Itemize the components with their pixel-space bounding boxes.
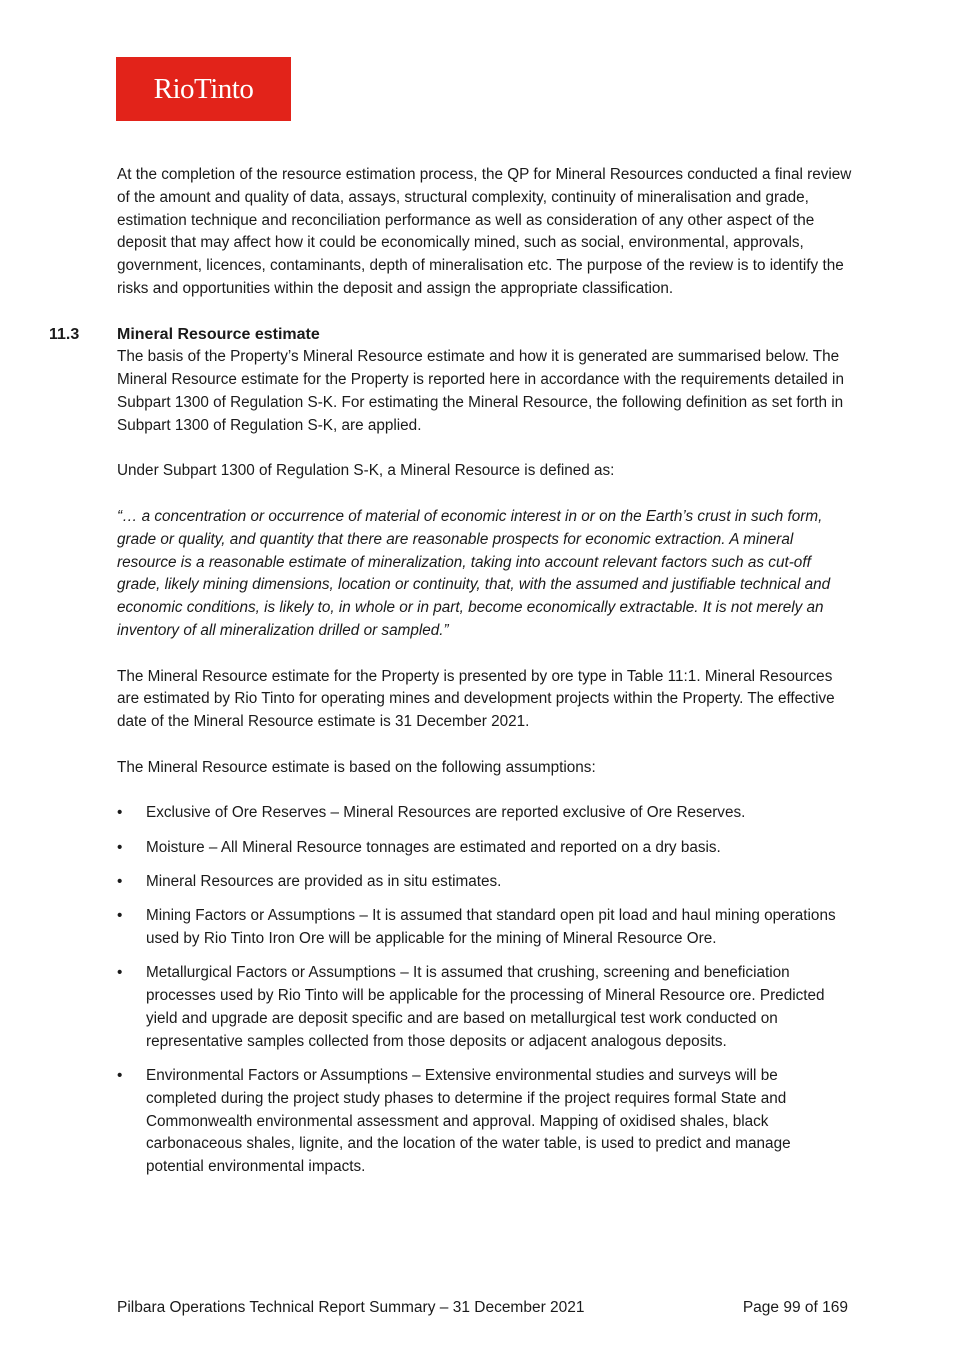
section-paragraph-3: The Mineral Resource estimate for the Property is presented by ore type in Table 11:1. Mineral Resources are estimated by Rio Tinto for operating mines and development projects within the Property. The effective date of the Mineral Resource estimate is 31 December 2021. (117, 667, 835, 731)
section-paragraph-4: The Mineral Resource estimate is based on the following assumptions: (117, 758, 596, 776)
section-title: Mineral Resource estimate (117, 325, 320, 343)
section-number: 11.3 (49, 325, 80, 343)
definition-quote: “… a concentration or occurrence of material of economic interest in or on the Earth’s crust in such form, grade or quality, and quantity that there are reasonable prospects for economic extraction. A mineral resource is a reasonable estimate of mineralization, taking into account relevant factors such as cut-off grade, likely mining dimensions, location or continuity, that, with the assumed and justifiable technical and economic conditions, is likely to, in whole or in part, become economically extractable. It is not merely an inventory of all mineralization drilled or sampled.” (117, 507, 831, 639)
bullet-icon: • (117, 1066, 123, 1084)
footer-page-number: Page 99 of 169 (742, 1299, 848, 1316)
bullet-icon: • (117, 964, 123, 982)
assumptions-list (117, 802, 852, 1179)
rio-tinto-logo (116, 57, 291, 121)
list-item-text: Mining Factors or Assumptions – It is assumed that standard open pit load and haul mining operations used by Rio Tinto Iron Ore will be applicable for the mining of Mineral Resource Ore. (146, 907, 836, 947)
list-item (117, 1065, 852, 1179)
bullet-icon: • (117, 838, 123, 856)
list-item (117, 905, 852, 951)
section-paragraph-2: Under Subpart 1300 of Regulation S-K, a Mineral Resource is defined as: (117, 462, 615, 480)
section-heading (49, 324, 852, 347)
list-item (117, 837, 852, 860)
list-item-text: Environmental Factors or Assumptions – Extensive environmental studies and surveys will be completed during the project study phases to determine if the project requires formal State and Commonwealth environmental assessment and approval. Mapping of oxidised shales, black carbonaceous shales, lignite, and the location of the water table, is used to predict and manage potential environmental impacts. (146, 1066, 791, 1176)
document-body (49, 164, 852, 1190)
list-item-text: Exclusive of Ore Reserves – Mineral Resources are reported exclusive of Ore Reserves. (146, 804, 746, 822)
intro-paragraph: At the completion of the resource estimation process, the QP for Mineral Resources conducted a final review of the amount and quality of data, assays, structural complexity, continuity of mineralisation and grade, estimation technique and reconciliation performance as well as consideration of any other aspect of the deposit that may affect how it could be economically mined, such as social, environmental, approvals, government, licences, contaminants, depth of mineralisation etc. The purpose of the review is to identify the risks and opportunities within the deposit and assign the appropriate classification. (117, 166, 852, 297)
bullet-icon: • (117, 872, 123, 890)
list-item-text: Moisture – All Mineral Resource tonnages are estimated and reported on a dry basis. (146, 838, 721, 856)
bullet-icon: • (117, 804, 123, 822)
list-item (117, 962, 852, 1053)
list-item (117, 871, 852, 894)
list-item (117, 802, 852, 825)
section-paragraph-1: The basis of the Property’s Mineral Resource estimate and how it is generated are summarised below. The Mineral Resource estimate for the Property is reported here in accordance with the requirements detailed in Subpart 1300 of Regulation S-K. For estimating the Mineral Resource, the following definition as set forth in Subpart 1300 of Regulation S-K, are applied. (117, 348, 844, 434)
list-item-text: Mineral Resources are provided as in situ estimates. (146, 872, 502, 890)
footer-report-title: Pilbara Operations Technical Report Summary – 31 December 2021 (117, 1299, 585, 1316)
logo-text: RioTinto (153, 72, 254, 105)
bullet-icon: • (117, 907, 123, 925)
list-item-text: Metallurgical Factors or Assumptions – It is assumed that crushing, screening and beneficiation processes used by Rio Tinto will be applicable for the processing of Mineral Resource ore. Predicted yield and upgrade are deposit specific and are based on metallurgical test work conducted on representative samples collected from those deposits or adjacent analogous deposits. (146, 964, 825, 1050)
page-footer (117, 1299, 848, 1317)
